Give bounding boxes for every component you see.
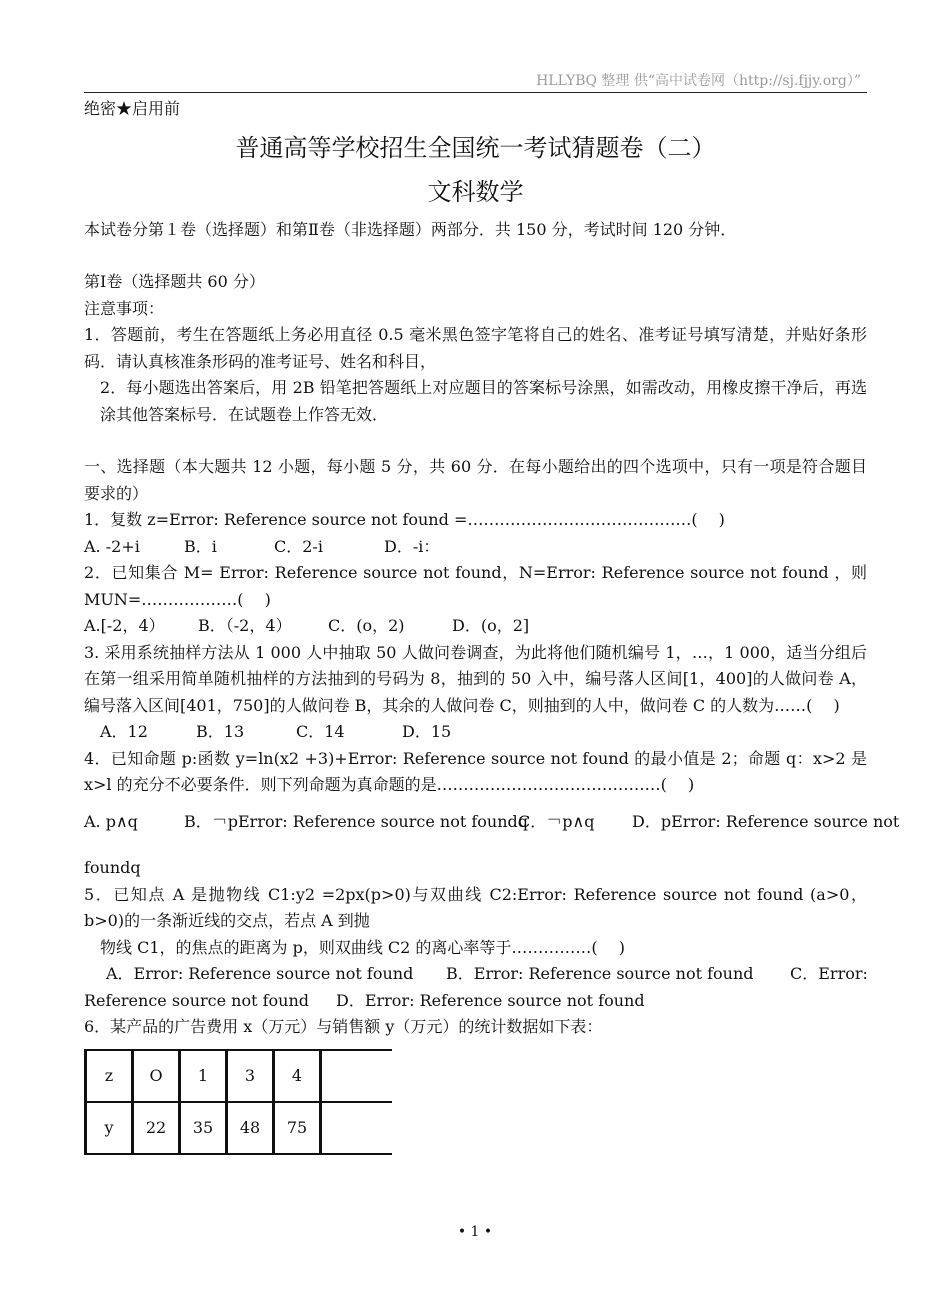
q5-options-row1 [84, 961, 867, 988]
q2-stem: 2．已知集合 M= Error: Reference source not found，N=Error: Reference source not found ，则 MUN=………………( ) [84, 563, 867, 609]
q1-option-d: D．-i： [384, 536, 440, 556]
q1-stem: 1．复数 z=Error: Reference source not found =……………………………………( ) [84, 510, 725, 529]
q2-option-d: D．(o，2] [452, 616, 530, 635]
q4-option-b: B．￢pError: Reference source not foundq [184, 811, 528, 831]
q5-stem-2: 物线 C1，的焦点的距离为 p，则双曲线 C2 的离心率等于……………( ) [100, 937, 626, 957]
q3-option-a: A．12 [100, 722, 148, 741]
q1-option-b: B．i [184, 536, 217, 556]
table-cell: y [86, 1102, 133, 1154]
section1-heading: 一、选择题（本大题共 12 小题，每小题 5 分，共 60 分．在每小题给出的四个选项中，只有一项是符合题目要求的） [84, 457, 867, 503]
notice-title: 注意事项： [84, 298, 165, 318]
table-row [86, 1102, 393, 1154]
q2-options [84, 613, 867, 640]
table-cell: 22 [133, 1102, 180, 1154]
q3-option-b: B．13 [196, 722, 245, 741]
q1-option-c: C．2-i [274, 536, 323, 556]
exam-title: 普通高等学校招生全国统一考试猜题卷（二） [235, 133, 716, 162]
q3-option-c: C．14 [296, 722, 345, 741]
q5-option-c-cont: Reference source not found [84, 990, 310, 1010]
q5-stem-1: 5．已知点 A 是抛物线 C1:y2 =2px(p>0)与双曲线 C2:Error: Reference source not found (a>0，b>0)的一条渐近线的交点，若点 A 到抛 [84, 884, 867, 930]
page-header [84, 68, 867, 93]
table-cell-empty [321, 1050, 393, 1102]
part1-heading: 第Ⅰ卷（选择题共 60 分） [84, 272, 265, 291]
q4-option-a: A. p∧q [84, 811, 138, 831]
q4-option-d: D．pError: Reference source not [632, 811, 900, 831]
q5-option-a: A．Error: Reference source not found [106, 964, 414, 983]
table-cell: 1 [180, 1050, 227, 1102]
q3-options [84, 719, 867, 746]
q4-options [84, 809, 900, 836]
table-cell: 3 [227, 1050, 274, 1102]
table-cell: z [86, 1050, 133, 1102]
q2-option-a: A.[-2，4） [84, 616, 165, 635]
document-body [84, 96, 900, 1155]
header-note: HLLYBQ 整理 供“高中试卷网（http://sj.fjjy.org）” [536, 73, 861, 89]
notice-2: 2．每小题选出答案后，用 2B 铅笔把答题纸上对应题目的答案标号涂黑，如需改动，用橡皮擦干净后，再选涂其他答案标号．在试题卷上作答无效． [100, 378, 867, 424]
q2-option-b: B．（-2，4） [198, 616, 292, 635]
table-cell: 35 [180, 1102, 227, 1154]
page-number: • 1 • [457, 1224, 493, 1240]
q5-option-c: C．Error: [790, 964, 868, 983]
q1-options [84, 534, 867, 561]
q3-stem: 3. 采用系统抽样方法从 1 000 人中抽取 50 人做问卷调查，为此将他们随机编号 1，…，1 000，适当分组后在第一组采用简单随机抽样的方法抽到的号码为 8，抽到的 50 入中，编号落人区间[1，400]的人做问卷 A，编号落入区间[401，750]的人做问卷 B，其余的人做问卷 C，则抽到的人中，做问卷 C 的人数为……( ) [84, 642, 867, 715]
table-cell-empty [321, 1102, 393, 1154]
q1-option-a: A. -2+i [84, 536, 140, 556]
secret-label: 绝密★启用前 [84, 99, 181, 118]
q4-option-d-cont: foundq [84, 858, 141, 877]
q3-option-d: D．15 [402, 722, 452, 741]
exam-subtitle: 文科数学 [427, 177, 524, 206]
q5-options-row2 [84, 988, 867, 1015]
q6-table [84, 1049, 392, 1155]
table-cell: 75 [274, 1102, 321, 1154]
q4-stem: 4．已知命题 p:函数 y=ln(x2 +3)+Error: Reference source not found 的最小值是 2；命题 q：x>2 是 x>l 的充分不必要条件．则下列命题为真命题的是……………………………………( ) [84, 748, 867, 794]
table-cell: 4 [274, 1050, 321, 1102]
table-row [86, 1050, 393, 1102]
notice-1: 1．答题前，考生在答题纸上务必用直径 0.5 毫米黑色签字笔将自己的姓名、准考证号填写清楚，并贴好条形码．请认真核准条形码的准考证号、姓名和科目， [84, 325, 867, 371]
table-cell: 48 [227, 1102, 274, 1154]
q5-option-d: D．Error: Reference source not found [336, 990, 645, 1010]
q6-stem: 6．某产品的广告费用 x（万元）与销售额 y（万元）的统计数据如下表： [84, 1017, 603, 1036]
q2-option-c: C．(o，2) [328, 616, 405, 635]
table-cell: O [133, 1050, 180, 1102]
q4-option-c: C．￢p∧q [518, 811, 595, 831]
q5-option-b: B．Error: Reference source not found [446, 964, 754, 983]
intro-text: 本试卷分第１卷（选择题）和第Ⅱ卷（非选择题）两部分．共 150 分，考试时间 120 分钟． [84, 219, 737, 239]
q6-table-wrap [84, 1049, 867, 1155]
